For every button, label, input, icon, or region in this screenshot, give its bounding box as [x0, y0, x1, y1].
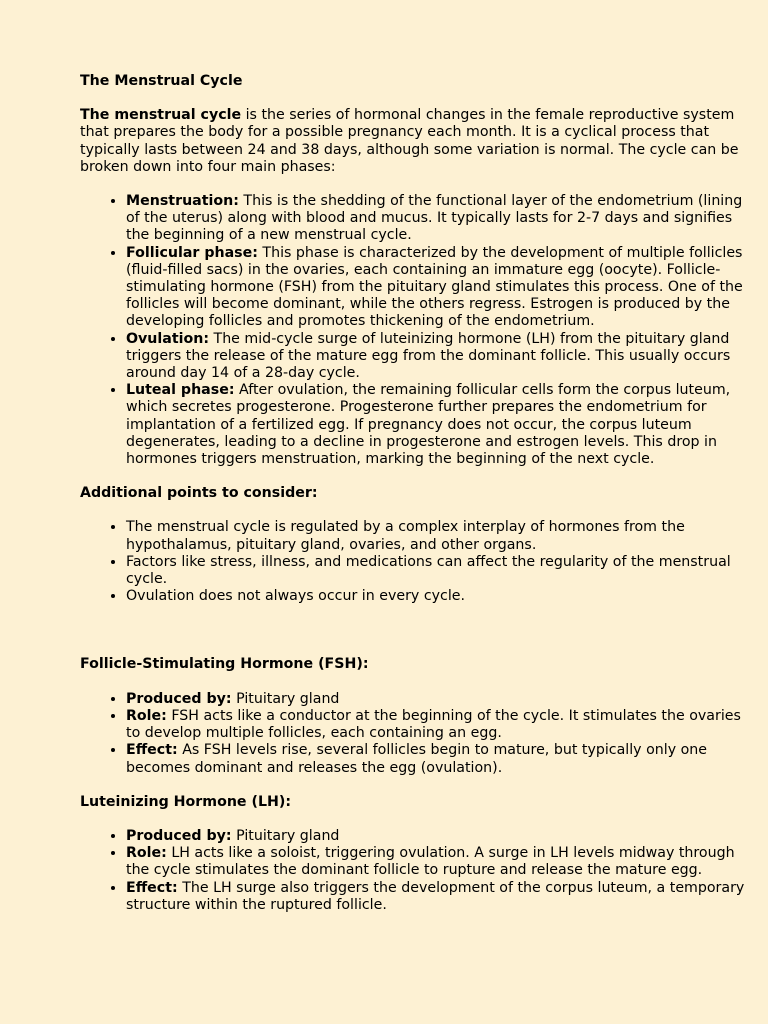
list-item: • The menstrual cycle is regulated by a complex interplay of hormones from the hypothalamus, pituitary gland, ovaries, and other organs.: [126, 519, 754, 553]
lh-list: [80, 828, 754, 914]
list-item-luteal-phase: [126, 382, 754, 468]
fsh-heading: Follicle-Stimulating Hormone (FSH):: [80, 656, 369, 673]
intro-paragraph: [80, 107, 754, 176]
list-item: • Ovulation does not always occur in every cycle.: [126, 588, 754, 605]
list-item-text: The LH surge also triggers the development of the corpus luteum, a temporary structure within the ruptured follicle.: [126, 879, 745, 913]
list-item-text: After ovulation, the remaining follicular cells form the corpus luteum, which secretes progesterone. Progesterone further prepares the endometrium for implantation of a fertilized egg. If pregnancy does not occur, the corpus luteum degenerates, leading to a decline in progesterone and estrogen levels. This drop in hormones triggers menstruation, marking the beginning of the next cycle.: [126, 382, 731, 468]
list-item: • Factors like stress, illness, and medications can affect the regularity of the menstrual cycle.: [126, 554, 754, 588]
intro-text: is the series of hormonal changes in the female reproductive system that prepares the body for a possible pregnancy each month. It is a cyclical process that typically lasts between 24 and 38 days, although some variation is normal. The cycle can be broken down into four main phases:: [80, 107, 739, 175]
list-item-term: Follicular phase:: [126, 244, 258, 261]
fsh-list: [80, 691, 754, 777]
list-item-text: This is the shedding of the functional layer of the endometrium (lining of the uterus) along with blood and mucus. It typically lasts for 2-7 days and signifies the beginning of a new menstrual cycle.: [126, 193, 743, 244]
list-item-term: Role:: [126, 707, 167, 724]
lh-heading: Luteinizing Hormone (LH):: [80, 793, 292, 810]
list-item-term: Luteal phase:: [126, 382, 235, 399]
intro-term: The menstrual cycle: [80, 107, 242, 124]
list-item-text: This phase is characterized by the development of multiple follicles (fluid-filled sacs) in the ovaries, each containing an immature egg (oocyte). Follicle-stimulating hormone (FSH) from the pituitary gland stimulates this process. One of the follicles will become dominant, while the others regress. Estrogen is produced by the developing follicles and promotes thickening of the endometrium.: [126, 244, 743, 330]
list-item-role: [126, 845, 754, 879]
list-item-produced-by: [126, 691, 754, 708]
list-item-text: The mid-cycle surge of luteinizing hormone (LH) from the pituitary gland triggers the release of the mature egg from the dominant follicle. This usually occurs around day 14 of a 28-day cycle.: [126, 330, 731, 382]
list-item-term: Effect:: [126, 879, 178, 896]
list-item-term: Ovulation:: [126, 330, 210, 347]
phase-list: [80, 193, 754, 468]
list-item-term: Role:: [126, 845, 167, 862]
list-item-term: Effect:: [126, 742, 178, 759]
list-item-effect: [126, 742, 754, 776]
list-item-term: Produced by:: [126, 690, 232, 707]
list-item-text: Pituitary gland: [231, 827, 340, 844]
list-item-effect: [126, 880, 754, 914]
list-item-produced-by: [126, 828, 754, 845]
list-item-text: FSH acts like a conductor at the beginning of the cycle. It stimulates the ovaries to develop multiple follicles, each containing an egg.: [126, 707, 741, 742]
list-item-term: Menstruation:: [126, 193, 239, 210]
list-item-ovulation: [126, 331, 754, 383]
additional-points-heading: Additional points to consider:: [80, 485, 318, 502]
list-item-text: As FSH levels rise, several follicles begin to mature, but typically only one becomes dominant and releases the egg (ovulation).: [126, 742, 708, 776]
list-item-role: [126, 708, 754, 742]
list-item-text: Pituitary gland: [231, 690, 340, 707]
list-item-term: Produced by:: [126, 827, 232, 844]
list-item-menstruation: [126, 193, 754, 245]
page-title: The Menstrual Cycle: [80, 73, 243, 89]
list-item-text: LH acts like a soloist, triggering ovulation. A surge in LH levels midway through the cycle stimulates the dominant follicle to rupture and release the mature egg.: [126, 845, 735, 879]
list-item-follicular-phase: [126, 245, 754, 331]
additional-points-list: [80, 519, 754, 605]
